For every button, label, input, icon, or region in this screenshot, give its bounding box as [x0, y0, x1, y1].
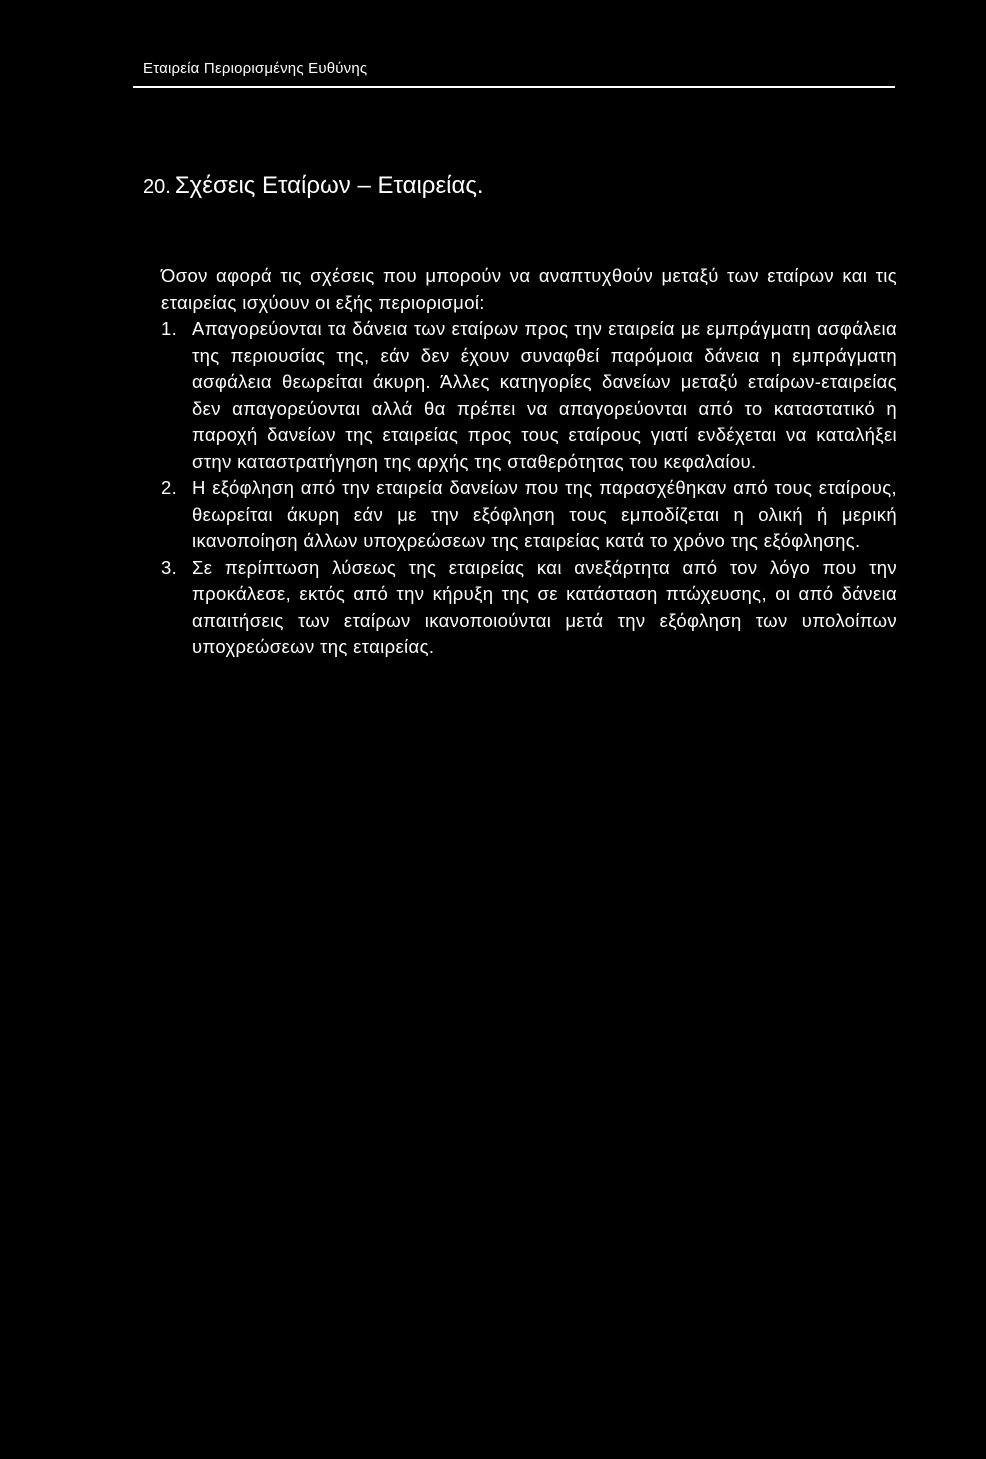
list-item-number: 2.	[161, 477, 178, 498]
list-item	[161, 475, 897, 555]
restrictions-list	[161, 316, 897, 661]
list-item-number: 3.	[161, 556, 178, 578]
list-item-text: Σε περίπτωση λύσεως της εταιρείας και ανεξάρτητα από τον λόγο που την προκάλεσε, εκτός από την κήρυξη της σε κατάσταση πτώχευσης, οι από δάνεια απαιτήσεις των εταίρων ικανοποιούνται μετά την εξόφληση των υπολοίπων υποχρεώσεων της εταιρείας.	[192, 556, 897, 657]
running-header: Εταιρεία Περιορισμένης Ευθύνης	[143, 60, 368, 77]
intro-paragraph: Όσον αφορά τις σχέσεις που μπορούν να αναπτυχθούν μεταξύ των εταίρων και τις εταιρείας ισχύουν οι εξής περιορισμοί:	[161, 265, 897, 313]
list-item-text: Η εξόφληση από την εταιρεία δανείων που της παρασχέθηκαν από τους εταίρους, θεωρείται άκυρη εάν με την εξόφληση τους εμποδίζεται η ολική ή μερική ικανοποίηση άλλων υποχρεώσεων της εταιρείας κατά το χρόνο της εξόφλησης.	[192, 477, 897, 551]
list-item-number: 1.	[161, 318, 178, 339]
section-title: Σχέσεις Εταίρων – Εταιρείας.	[174, 172, 484, 199]
list-item-text: Απαγορεύονται τα δάνεια των εταίρων προς την εταιρεία με εμπράγματη ασφάλεια της περιουσίας της, εάν δεν έχουν συναφθεί παρόμοια δάνεια η εμπράγματη ασφάλεια θεωρείται άκυρη. Άλλες κατηγορίες δανείων μεταξύ εταίρων-εταιρείας δεν απαγορεύονται αλλά θα πρέπει να απαγορεύονται από το καταστατικό η παροχή δανείων της εταιρείας προς τους εταίρους γιατί ενδέχεται να καταλήξει στην καταστρατήγηση της αρχής της σταθερότητας του κεφαλαίου.	[192, 318, 897, 472]
list-item	[161, 316, 897, 475]
list-item	[161, 555, 897, 661]
body-text	[161, 263, 897, 661]
section-number: 20.	[143, 176, 171, 198]
section-heading	[143, 172, 484, 200]
header-rule	[133, 86, 895, 88]
